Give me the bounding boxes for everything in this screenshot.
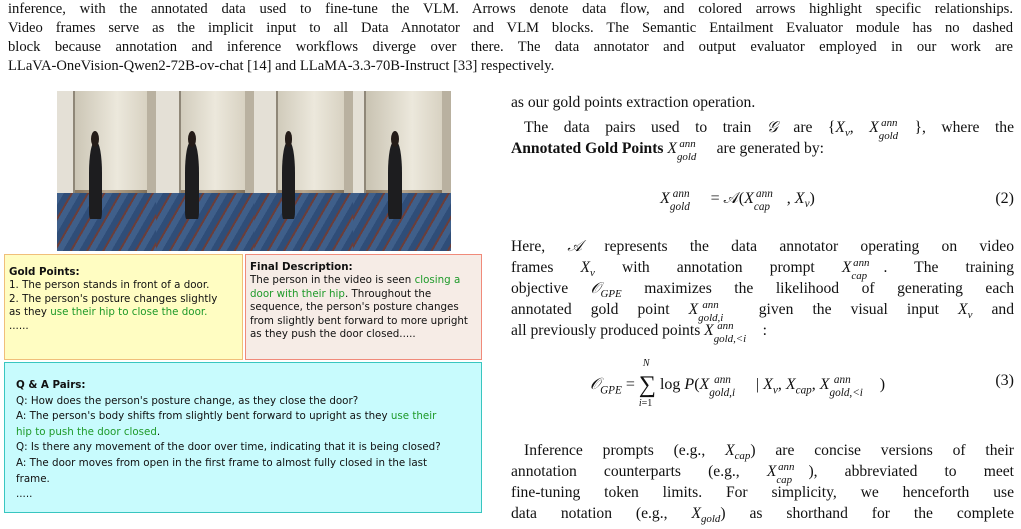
gold-point-2: 2. The person's posture changes slightly bbox=[9, 292, 218, 305]
video-frame-4 bbox=[353, 91, 452, 251]
caption-line: LLaVA-OneVision-Qwen2-72B-ov-chat [14] and LLaMA-3.3-70B-Instruct [33] respectively. bbox=[8, 58, 555, 74]
gold-point-1: 1. The person stands in front of a door. bbox=[9, 279, 210, 292]
answer-2: A: The door moves from open in the first frame to almost fully closed in the last bbox=[16, 456, 428, 469]
final-description-line: door with their hip. Throughout the bbox=[250, 287, 432, 300]
final-description-line: from slightly bent forward to more upright bbox=[250, 314, 468, 327]
equation-number: (2) bbox=[995, 190, 1014, 207]
question-2: Q: Is there any movement of the door over time, indicating that it is being closed? bbox=[16, 441, 441, 454]
qa-pairs-box bbox=[4, 362, 482, 513]
final-description-title: Final Description: bbox=[250, 261, 353, 273]
equation-number: (3) bbox=[995, 372, 1014, 389]
video-frame-3 bbox=[254, 91, 353, 251]
video-frame-1 bbox=[57, 91, 156, 251]
final-description-line: as they push the door closed..... bbox=[250, 328, 416, 341]
caption-line: inference, with the annotated data used to fine-tune the VLM. Arrows denote data flow, and colored arrows highlight specific relationships. bbox=[8, 1, 1013, 17]
caption-line: block because annotation and inference workflows diverge over there. The data annotator and output evaluator employed in our work are bbox=[8, 39, 1013, 55]
final-description-box bbox=[245, 254, 482, 360]
answer-1: A: The person's body shifts from slightly bent forward to upright as they use their bbox=[16, 410, 437, 423]
equation-3: 𝒪$_{GPE}$ = ∑ N i=1 $\log P(X_{gold,i}^{ann}$ | $X_v$, $X_{cap}$, $X_{gold,<i}^{ann}$ ) (3) bbox=[589, 358, 1014, 409]
final-description-line: The person in the video is seen closing a bbox=[250, 274, 461, 287]
answer-1-cont: hip to push the door closed. bbox=[16, 425, 161, 438]
answer-2-cont: frame. bbox=[16, 472, 50, 485]
gold-points-title: Gold Points: bbox=[9, 266, 80, 278]
caption-line: Video frames serve as the implicit input to all Data Annotator and VLM blocks. The Semantic Entailment Evaluator module has no dashed bbox=[8, 20, 1013, 36]
question-1: Q: How does the person's posture change, as they close the door? bbox=[16, 394, 359, 407]
gold-point-2-cont: as they use their hip to close the door. bbox=[9, 306, 208, 319]
final-description-line: sequence, the person's posture changes bbox=[250, 301, 459, 314]
equation-2: $X_{gold}^{ann}$ = $𝒜(X_{cap}^{ann}$ , $X_v$) (2) bbox=[660, 187, 1014, 214]
qa-ellipsis: ..... bbox=[16, 488, 33, 501]
paragraph-inference-prompts: Inference prompts (e.g., $X_{cap}$) are concise versions of their annotation counterparts (e.g., $X_{cap}^{ann}$ ), abbreviated to meet fine-tuning token limits. For simplicity, we henceforth use data notation (e.g., $X_{gold}$) as shorthand for the complete bbox=[511, 442, 1015, 526]
paragraph-data-pairs: The data pairs used to train 𝒢 are {$X_v$, $X_{gold}^{ann}$ }, where the Annotated Gold Points $X_{gold}^{ann}$ are generated by: bbox=[511, 116, 1015, 164]
figure-caption bbox=[8, 0, 1013, 76]
gold-points-ellipsis: ...... bbox=[9, 319, 29, 332]
gold-points-box bbox=[4, 254, 243, 360]
video-frames bbox=[57, 91, 451, 251]
paragraph-annotator: Here, 𝒜 represents the data annotator operating on video frames $X_v$ with annotation prompt $X_{cap}^{ann}$ . The training objective 𝒪$_{GPE}$ maximizes the likelihood of generating each annotated gold point $X_{gold,i}^{ann}$ given the visual input $X_v$ and all previously produced points $X_{gold,<i}^{ann}$ : bbox=[511, 238, 1014, 346]
qa-pairs-title: Q & A Pairs: bbox=[16, 379, 86, 391]
paragraph-intro: as our gold points extraction operation. bbox=[511, 94, 756, 111]
video-frame-2 bbox=[156, 91, 255, 251]
